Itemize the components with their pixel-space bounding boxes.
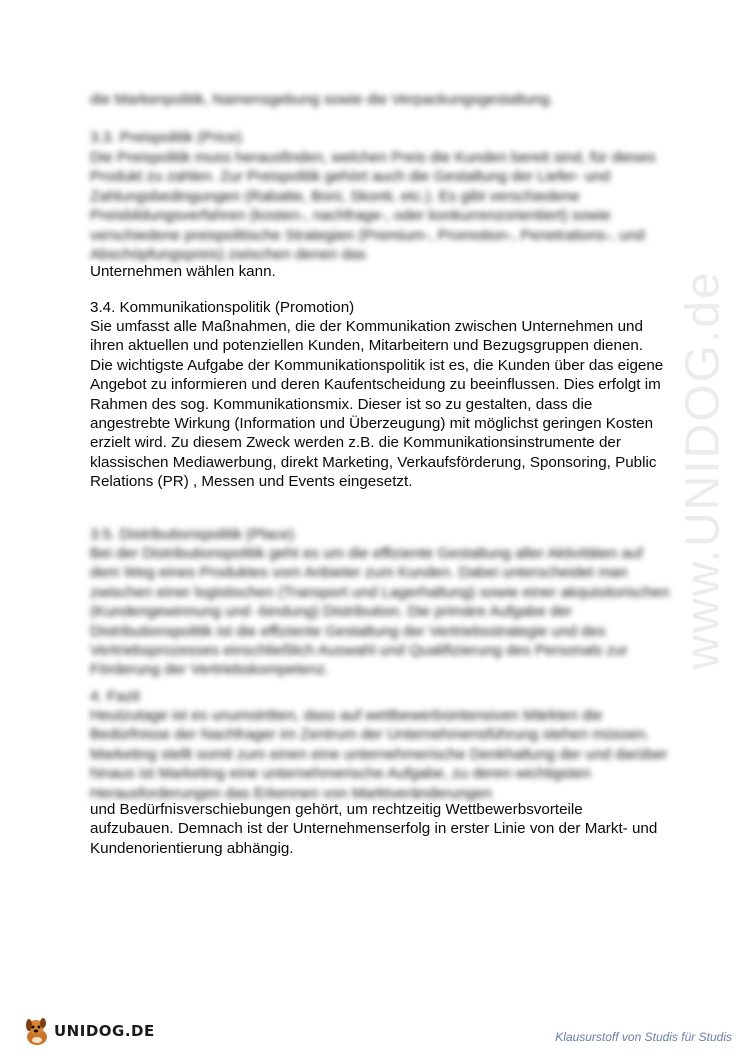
section-3-3-body: Die Preispolitik muss herausfinden, welchen Preis die Kunden bereit sind, für dieses Produkt zu zahlen. Zur Preispolitik gehört auch die Gestaltung der Liefer- und Zahlungsbedingungen (Rabatte, Boni, Skonti, etc.). Es gibt verschiedene Preisbildungsverfahren (kosten-, nachfrage-, oder konkurrenzorientiert) sowie verschiedene preispolitische Strategien (Premium-, Promotion-, Penetrations-, und Abschöpfungspreis) zwischen denen das [90, 149, 656, 264]
section-4-heading: 4. Fazit [90, 688, 140, 705]
section-3-4-body: Sie umfasst alle Maßnahmen, die der Kommunikation zwischen Unternehmen und ihren aktuellen und potenziellen Kunden, Mitarbeitern und Bezugsgruppen dienen. Die wichtigste Aufgabe der Kommunikationspolitik ist es, die Kunden über das eigene Angebot zu informieren und deren Kaufentscheidung zu beeinflussen. Dies erfolgt im Rahmen des sog. Kommunikationsmix. Dieser ist so zu gestalten, dass die angestrebte Wirkung (Information und Überzeugung) mit möglichst geringen Kosten erzielt wird. Zu diesem Zweck werden z.B. die Kommunikationsinstrumente der klassischen Mediawerbung, direkt Marketing, Verkaufsförderung, Sponsoring, Public Relations (PR) , Messen und Events eingesetzt. [90, 318, 664, 491]
footer-tagline: Klausurstoff von Studis für Studis [555, 1030, 732, 1044]
watermark: www.UNIDOG.de [676, 270, 730, 670]
intro-paragraph: die Markenpolitik, Namensgebung sowie die Verpackungsgestaltung. [90, 91, 554, 108]
section-3-5-body: Bei der Distributionspolitik geht es um die effiziente Gestaltung aller Aktivitäten auf dem Weg eines Produktes vom Anbieter zum Kunden. Dabei unterscheidet man zwischen einer logistischen (Transport und Lagerhaltung) sowie einer akquisitorischen (Kundengewinnung und -bindung) Distribution. Die primäre Aufgabe der Distributionspolitik ist die effiziente Gestaltung der Vertriebsstrategie und des Vertriebsprozesses einschließlich Auswahl und Qualifizierung des Personals zur Förderung der Vertriebskompetenz. [90, 545, 670, 679]
section-3-3-tail: Unternehmen wählen kann. [90, 263, 276, 280]
section-4-body: und Bedürfnisverschiebungen gehört, um rechtzeitig Wettbewerbsvorteile aufzubauen. Demnach ist der Unternehmenserfolg in erster Linie von der Markt- und Kundenorientierung abhängig. [90, 801, 658, 857]
unidog-logo [22, 1014, 155, 1048]
dog-icon [22, 1015, 52, 1047]
section-3-4-heading: 3.4. Kommunikationspolitik (Promotion) [90, 299, 355, 316]
section-4-body-blurred: Heutzutage ist es unumstritten, dass auf wettbewerbsintensiven Märkten die Bedürfnisse der Nachfrager im Zentrum der Unternehmensführung stehen müssen. Marketing stellt somit zum einen eine unternehmerische Denkhaltung der und darüber hinaus ist Marketing eine unternehmerische Aufgabe, zu deren wichtigsten Herausforderungen das Erkennen von Marktveränderungen [90, 707, 668, 802]
section-3-5-heading: 3.5. Distributionspolitik (Place) [90, 526, 295, 543]
section-3-3-heading: 3.3. Preispolitik (Price) [90, 129, 242, 146]
logo-text: UNIDOG.DE [54, 1022, 155, 1040]
